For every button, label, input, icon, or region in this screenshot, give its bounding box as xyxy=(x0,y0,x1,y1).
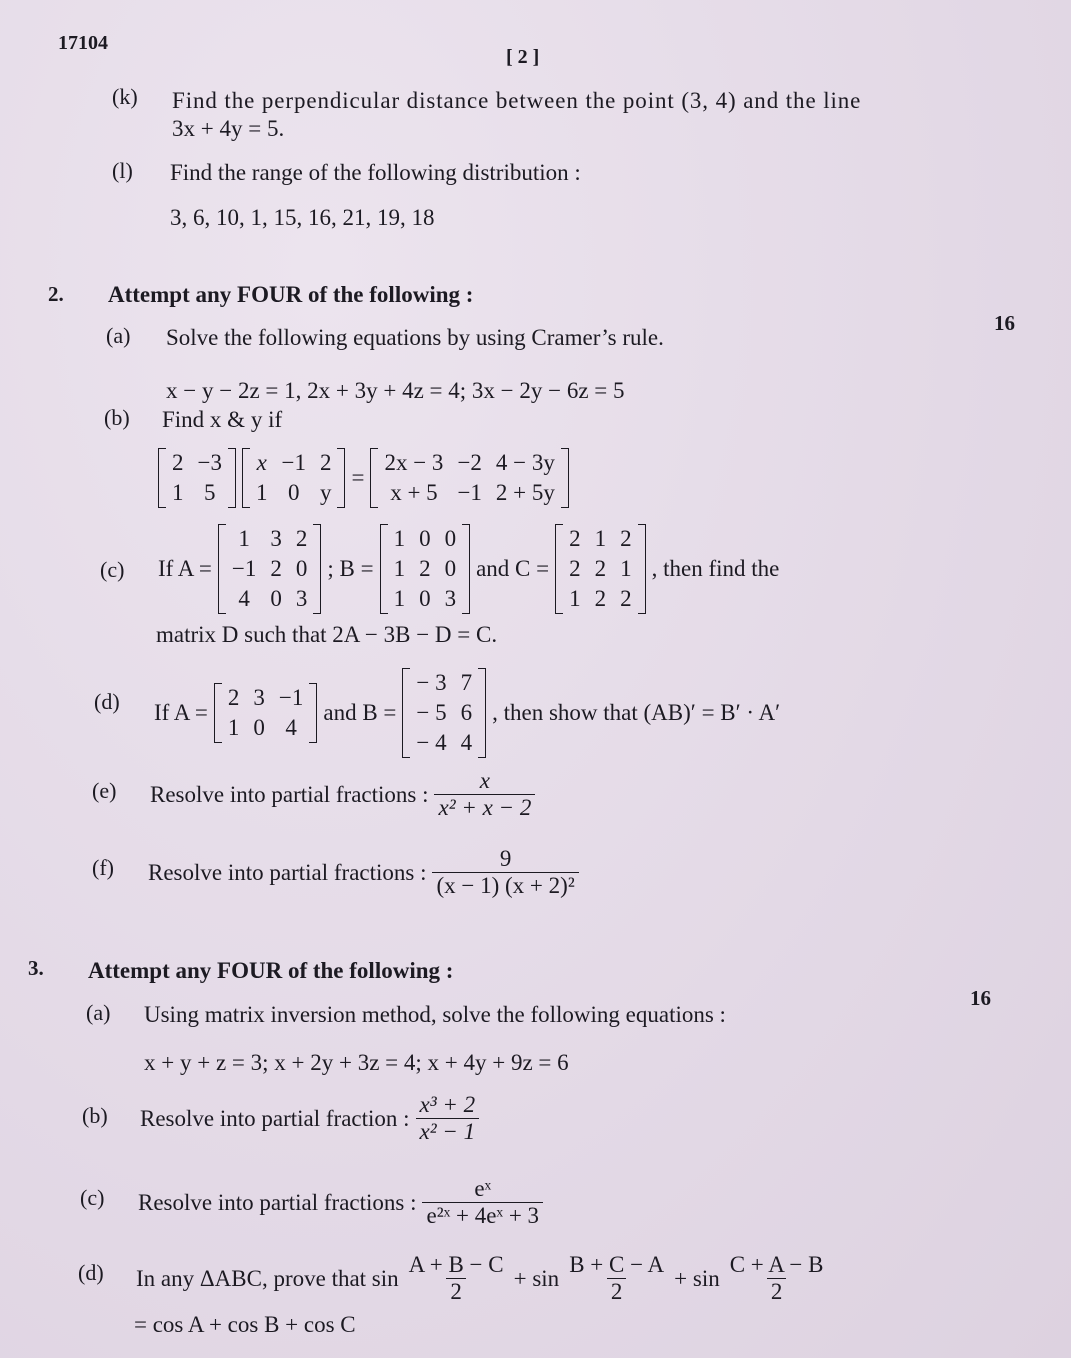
matrix-cell: 1 xyxy=(172,480,184,505)
numerator: B + C − A xyxy=(569,1252,665,1277)
matrix-cell: −2 xyxy=(457,450,482,475)
matrix-cell: x + 5 xyxy=(390,480,438,505)
q2-d-matrices xyxy=(154,668,780,758)
matrix-cell: 2 xyxy=(270,556,282,581)
matrix-cell: 0 xyxy=(295,556,308,581)
matrix-cell: 2 xyxy=(594,586,607,611)
matrix-cell: 3 xyxy=(270,526,282,551)
fraction xyxy=(565,1252,668,1306)
numerator: C + A − B xyxy=(729,1252,824,1277)
numerator: 9 xyxy=(499,846,512,871)
q1-l-label: (l) xyxy=(112,158,133,183)
q3-b-text: Resolve into partial fraction : xyxy=(140,1105,410,1131)
matrix-c-b xyxy=(380,524,471,614)
matrix-cell: 3 xyxy=(295,586,308,611)
numerator: A + B − C xyxy=(408,1252,504,1277)
fraction xyxy=(434,768,535,822)
matrix-cell: 3 xyxy=(253,685,265,710)
matrix-cell: 2 xyxy=(620,526,632,551)
q3-b-line xyxy=(140,1092,479,1146)
q2-c-sep-b: ; B = xyxy=(327,556,374,581)
matrix-cell: 1 xyxy=(594,526,607,551)
q3-marks: 16 xyxy=(970,986,991,1010)
q2-c-sep-c: and C = xyxy=(476,556,550,581)
matrix-cell: 3 xyxy=(444,586,457,611)
plus-sin: + sin xyxy=(513,1265,560,1291)
q3-d-line xyxy=(136,1252,827,1306)
matrix-cell: 1 xyxy=(569,586,581,611)
matrix-cell: 2 xyxy=(419,556,431,581)
fraction xyxy=(726,1252,828,1306)
matrix-cell: −1 xyxy=(457,480,482,505)
fraction xyxy=(405,1252,508,1306)
fraction xyxy=(416,1092,480,1146)
matrix-cell: 2 xyxy=(569,556,581,581)
matrix-cell: 4 xyxy=(238,586,250,611)
q3-a-label: (a) xyxy=(86,1000,111,1025)
q2-e-text: Resolve into partial fractions : xyxy=(150,781,429,807)
q2-b-matrix-eq xyxy=(158,448,569,508)
matrix-cell: 0 xyxy=(444,556,457,581)
q2-a-label: (a) xyxy=(106,323,131,348)
matrix-cell: 1 xyxy=(393,526,406,551)
matrix-cell: −1 xyxy=(281,450,306,475)
fraction xyxy=(422,1176,543,1230)
q2-d-if-a: If A = xyxy=(154,700,208,725)
matrix-cell: 1 xyxy=(238,526,250,551)
q2-c-label: (c) xyxy=(100,557,125,582)
matrix-cell: 5 xyxy=(203,480,216,505)
q1-k-eq: 3x + 4y = 5. xyxy=(172,116,285,141)
matrix-c-a xyxy=(218,524,321,614)
q2-e-label: (e) xyxy=(92,778,117,803)
q1-l-text: Find the range of the following distribution : xyxy=(170,160,581,185)
q2-d-tail: , then show that (AB)′ = B′ · A′ xyxy=(492,700,781,725)
numerator: x xyxy=(479,768,491,793)
matrix-cell: 2x − 3 xyxy=(384,450,444,475)
matrix-cell: 1 xyxy=(620,556,632,581)
matrix-d-a xyxy=(214,683,317,743)
matrix-cell: 0 xyxy=(419,526,431,551)
matrix-cell: 4 xyxy=(285,715,297,740)
matrix-cell: 1 xyxy=(255,480,268,505)
paper-code: 17104 xyxy=(58,32,108,54)
denominator: x² − 1 xyxy=(416,1118,480,1145)
q2-marks: 16 xyxy=(994,311,1015,335)
matrix-cell: 2 xyxy=(295,526,308,551)
matrix-cell: −3 xyxy=(197,450,222,475)
q3-title: Attempt any FOUR of the following : xyxy=(88,958,454,983)
q1-k-label: (k) xyxy=(112,84,138,109)
q2-b-text: Find x & y if xyxy=(162,407,283,432)
q3-c-line xyxy=(138,1176,543,1230)
q3-a-text: Using matrix inversion method, solve the following equations : xyxy=(144,1002,726,1027)
numerator: eˣ xyxy=(474,1176,492,1201)
q2-d-label: (d) xyxy=(94,689,120,714)
matrix-d-b xyxy=(402,668,486,758)
q2-a-eq: x − y − 2z = 1, 2x + 3y + 4z = 4; 3x − 2y − 6z = 5 xyxy=(166,378,625,403)
matrix-cell: 2 xyxy=(319,450,332,475)
matrix-c-c xyxy=(555,524,646,614)
q3-number: 3. xyxy=(28,956,44,980)
q3-a-eq: x + y + z = 3; x + 2y + 3z = 4; x + 4y + 9z = 6 xyxy=(144,1050,569,1075)
matrix-cell: 0 xyxy=(419,586,431,611)
q3-c-label: (c) xyxy=(80,1185,105,1210)
matrix-cell: − 5 xyxy=(416,700,447,725)
q1-k-text: Find the perpendicular distance between the point (3, 4) and the line xyxy=(172,88,862,113)
denominator: e²ˣ + 4eˣ + 3 xyxy=(422,1202,543,1229)
q2-number: 2. xyxy=(48,282,64,306)
denominator: x² + x − 2 xyxy=(434,794,535,821)
matrix-cell: 2 xyxy=(620,586,632,611)
matrix-cell: 2 + 5y xyxy=(495,480,555,505)
matrix-cell: 4 − 3y xyxy=(495,450,555,475)
matrix-cell: y xyxy=(319,480,332,505)
denominator: 2 xyxy=(767,1278,787,1305)
denominator: 2 xyxy=(446,1278,466,1305)
q2-f-text: Resolve into partial fractions : xyxy=(148,859,427,885)
matrix-cell: 2 xyxy=(227,685,240,710)
matrix-cell: 0 xyxy=(253,715,265,740)
fraction xyxy=(432,846,578,900)
q3-d-label: (d) xyxy=(78,1260,104,1285)
q2-c-if-a: If A = xyxy=(158,556,212,581)
matrix-cell: 1 xyxy=(393,556,406,581)
matrix-cell: − 3 xyxy=(416,670,447,695)
q2-c-matrices xyxy=(158,524,779,614)
equals-sign: = xyxy=(351,465,365,490)
q1-l-data: 3, 6, 10, 1, 15, 16, 21, 19, 18 xyxy=(170,205,435,230)
matrix-cell: 6 xyxy=(460,700,473,725)
matrix-cell: −1 xyxy=(278,685,304,710)
q2-a-text: Solve the following equations by using Cramer’s rule. xyxy=(166,325,664,350)
matrix-cell: −1 xyxy=(231,556,257,581)
q2-title: Attempt any FOUR of the following : xyxy=(108,282,474,307)
denominator: 2 xyxy=(607,1278,627,1305)
matrix-cell: 2 xyxy=(594,556,607,581)
matrix-b3 xyxy=(370,448,568,508)
matrix-cell: 0 xyxy=(270,586,282,611)
matrix-b2 xyxy=(242,448,345,508)
matrix-cell: 4 xyxy=(460,730,473,755)
plus-sin: + sin xyxy=(674,1265,720,1291)
q2-c-line2: matrix D such that 2A − 3B − D = C. xyxy=(156,622,498,647)
q2-f-label: (f) xyxy=(92,855,114,880)
q2-e-line xyxy=(150,768,535,822)
matrix-cell: − 4 xyxy=(416,730,447,755)
q2-f-line xyxy=(148,846,579,900)
matrix-cell: 7 xyxy=(460,670,473,695)
q2-c-tail: , then find the xyxy=(651,556,780,581)
page-number: [ 2 ] xyxy=(506,46,540,68)
matrix-cell: 0 xyxy=(444,526,457,551)
q2-b-label: (b) xyxy=(104,405,130,430)
matrix-cell: 0 xyxy=(287,480,300,505)
q2-d-sep-b: and B = xyxy=(323,700,397,725)
q3-b-label: (b) xyxy=(82,1103,108,1128)
q3-d-text: In any ΔABC, prove that sin xyxy=(136,1265,399,1291)
matrix-cell: 1 xyxy=(227,715,240,740)
matrix-cell: x xyxy=(256,450,267,475)
q3-d-line2: = cos A + cos B + cos C xyxy=(134,1312,356,1337)
matrix-cell: 1 xyxy=(393,586,406,611)
matrix-cell: 2 xyxy=(172,450,184,475)
matrix-b1 xyxy=(158,448,236,508)
denominator: (x − 1) (x + 2)² xyxy=(432,872,578,899)
numerator: x³ + 2 xyxy=(419,1092,476,1117)
q3-c-text: Resolve into partial fractions : xyxy=(138,1189,417,1215)
matrix-cell: 2 xyxy=(569,526,581,551)
